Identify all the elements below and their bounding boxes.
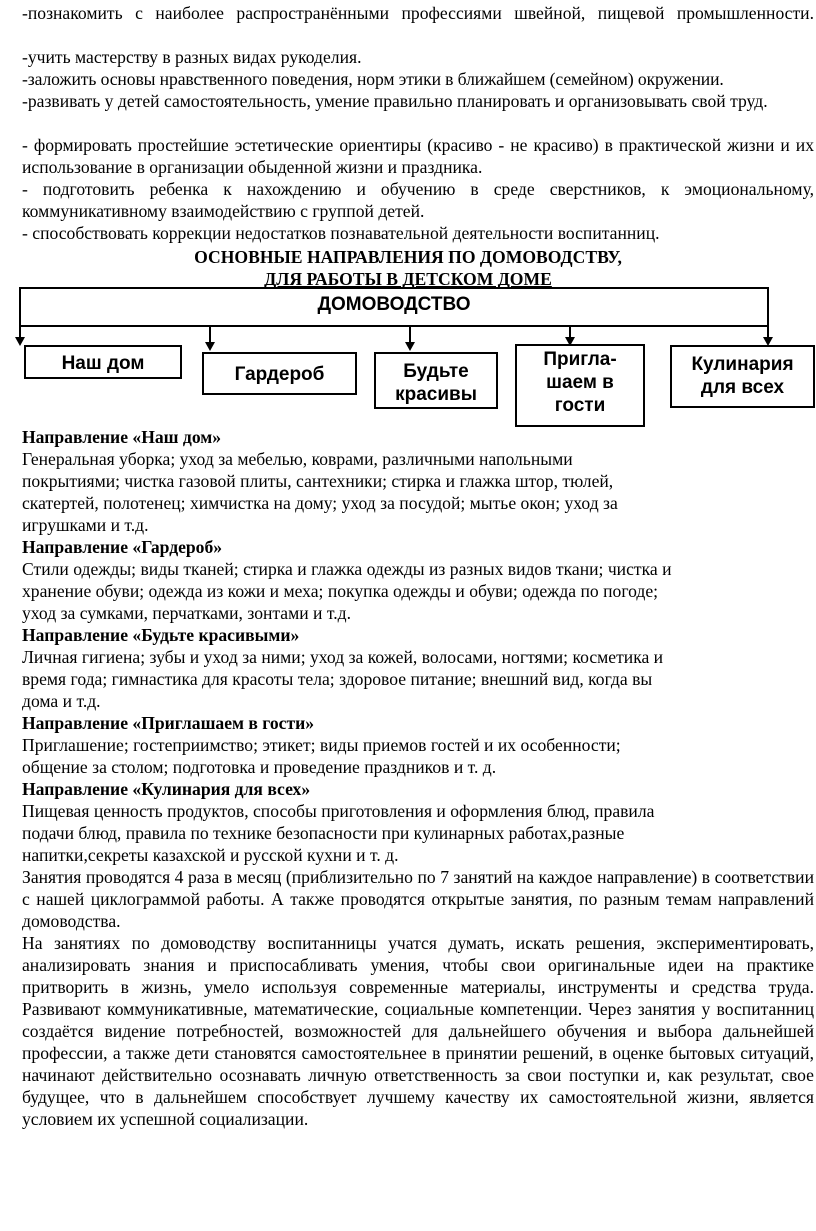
section-line: Личная гигиена; зубы и уход за ними; уход за кожей, волосами, ногтями; косметика и [22,647,664,667]
intro-item-4: -развивать у детей самостоятельность, умение правильно планировать и организовывать свой труд. [22,91,768,111]
branch-garderob [202,352,357,395]
section-line: игрушками и т.д. [22,515,149,535]
branch-label: Гардероб [234,364,325,385]
branch-priglashaem [515,344,645,427]
arrow-2 [205,342,215,351]
section-line: скатертей, полотенец; химчистка на дому; уход за посудой; мытье окон; уход за [22,493,618,513]
intro-item-6: - подготовить ребенка к нахождению и обучению в среде сверстников, к эмоциональному, коммуникативному взаимодействию с группой детей. [22,179,814,221]
section-line: Генеральная уборка; уход за мебелью, коврами, различными напольными [22,449,573,469]
section-garderob [22,536,802,624]
section-nash-dom [22,426,802,536]
branch-kulinariya [670,345,815,408]
section-budte-krasivymi [22,624,802,712]
section-line: покрытиями; чистка газовой плиты, сантехники; стирка и глажка штор, тюлей, [22,471,614,491]
section-kulinariya [22,778,802,866]
heading-line-2: ДЛЯ РАБОТЫ В ДЕТСКОМ ДОМЕ [264,269,552,289]
section-line: время года; гимнастика для красоты тела; здоровое питание; внешний вид, когда вы [22,669,653,689]
branch-label: Будьте красивы [395,361,477,405]
section-line: Стили одежды; виды тканей; стирка и глажка одежды из разных видов ткани; чистка и [22,559,672,579]
branch-nash-dom [24,345,182,379]
intro-item-2: -учить мастерству в разных видах рукоделия. [22,47,362,67]
section-line: напитки,секреты казахской и русской кухни и т. д. [22,845,399,865]
section-line: Пищевая ценность продуктов, способы приготовления и оформления блюд, правила [22,801,655,821]
section-line: подачи блюд, правила по технике безопасности при кулинарных работах,разные [22,823,625,843]
section-title: Направление «Будьте красивыми» [22,625,300,645]
branch-label: Кулинария для всех [691,354,794,398]
section-line: Приглашение; гостеприимство; этикет; виды приемов гостей и их особенности; [22,735,621,755]
branch-budte-krasivy [374,352,498,409]
section-line: хранение обуви; одежда из кожи и меха; покупка одежды и обуви; одежда по погоде; [22,581,659,601]
branch-label: Наш дом [61,353,145,374]
intro-item-7: - способствовать коррекции недостатков познавательной деятельности воспитанниц. [22,223,660,243]
intro-item-3: -заложить основы нравственного поведения, норм этики в ближайшем (семейном) окружении. [22,69,724,89]
branch-label: Пригла-шаем в гости [543,349,617,416]
intro-item-1: -познакомить с наиболее распространёнными профессиями швейной, пищевой промышленности. [22,3,814,23]
diagram-root-label: ДОМОВОДСТВО [317,294,471,315]
section-title: Направление «Наш дом» [22,427,222,447]
section-line: общение за столом; подготовка и проведение праздников и т. д. [22,757,497,777]
section-title: Направление «Гардероб» [22,537,223,557]
intro-item-5: - формировать простейшие эстетические ориентиры (красиво - не красиво) в практической жизни и их использование в организации обыденной жизни и праздника. [22,135,814,177]
paragraph-final: На занятиях по домоводству воспитанницы учатся думать, искать решения, экспериментировать, анализировать знания и приспосабливать умения, чтобы свои оригинальные идеи на практике притворить в жизнь, умело используя современные материалы, инструменты и средства труда. Развивают коммуникативные, математические, социальные компетенции. Через занятия у воспитанниц создаётся видение потребностей, возможностей для дальнейшего обучения и выбора дальнейшей профессии, а также дети становятся самостоятельнее в принятии решений, в оценке бытовых ситуаций, начинают действительно осознавать личную ответственность за свои поступки и, как результат, свое будущее, что в дальнейшем способствует лучшему качеству их самостоятельной жизни, является условием их успешной социализации. [22,933,814,1129]
section-title: Направление «Приглашаем в гости» [22,713,315,733]
heading-line-1: ОСНОВНЫЕ НАПРАВЛЕНИЯ ПО ДОМОВОДСТВУ, [194,247,622,267]
arrow-3 [405,342,415,351]
paragraph-schedule: Занятия проводятся 4 раза в месяц (приблизительно по 7 занятий на каждое направление) в соответствии с нашей циклограммой работы. А также проводятся открытые занятия, по разным темам направлений домоводства. [22,867,814,931]
section-priglashaem [22,712,802,778]
section-line: уход за сумками, перчатками, зонтами и т.д. [22,603,351,623]
section-title: Направление «Кулинария для всех» [22,779,311,799]
section-line: дома и т.д. [22,691,101,711]
